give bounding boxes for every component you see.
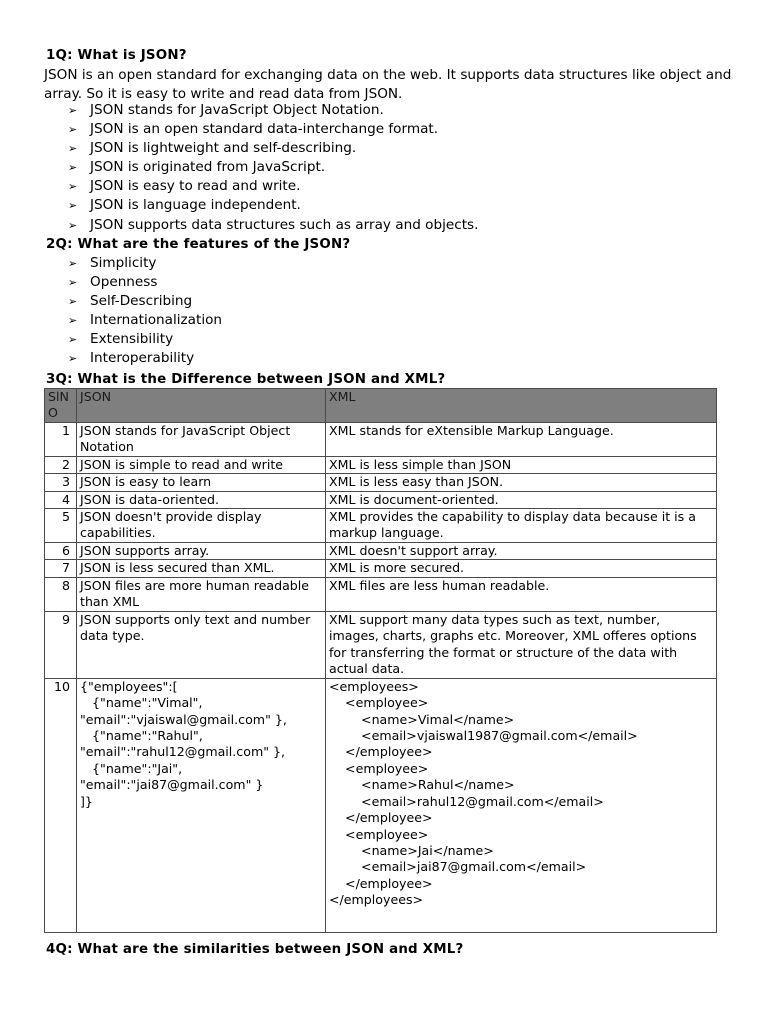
question-1-heading: 1Q: What is JSON? — [46, 48, 187, 63]
question-3-heading: 3Q: What is the Difference between JSON and XML? — [46, 372, 446, 387]
xml-cell: XML is less simple than JSON — [326, 456, 717, 473]
xml-cell: XML provides the capability to display data because it is a markup language. — [326, 509, 717, 543]
table-row — [45, 611, 717, 678]
json-cell: JSON is data-oriented. — [77, 491, 326, 508]
arrow-bullet-icon: ➢ — [68, 199, 78, 213]
list-item-text: JSON is originated from JavaScript. — [90, 159, 326, 176]
list-item — [68, 254, 222, 273]
arrow-bullet-icon: ➢ — [68, 314, 78, 328]
list-item-text: Simplicity — [90, 255, 157, 271]
table-row — [45, 543, 717, 560]
comparison-table — [44, 388, 717, 933]
header-xml: XML — [326, 389, 717, 423]
arrow-bullet-icon: ➢ — [68, 276, 78, 290]
list-item-text: Internationalization — [90, 312, 223, 329]
list-item-text: JSON is language independent. — [90, 197, 301, 214]
table-row — [45, 678, 717, 932]
xml-cell: XML support many data types such as text, number, images, charts, graphs etc. Moreover, XML offeres options for transferring the format or structure of the data with actual data. — [326, 611, 717, 678]
list-item-text: Extensibility — [90, 331, 174, 348]
question-2-bullet-list — [68, 254, 222, 369]
json-cell: JSON supports array. — [77, 543, 326, 560]
list-item — [68, 292, 222, 311]
list-item-text: Openness — [90, 274, 158, 291]
list-item-text: Interoperability — [90, 350, 195, 367]
xml-cell: XML is less easy than JSON. — [326, 474, 717, 491]
table-row — [45, 422, 717, 456]
table-header-row — [45, 389, 717, 423]
arrow-bullet-icon: ➢ — [68, 123, 78, 137]
list-item — [68, 349, 222, 368]
list-item-text: JSON supports data structures such as array and objects. — [90, 216, 479, 233]
xml-cell: XML files are less human readable. — [326, 577, 717, 611]
list-item — [68, 177, 478, 196]
serial-number-cell: 2 — [45, 456, 77, 473]
list-item-text: Self-Describing — [90, 293, 193, 310]
list-item — [68, 273, 222, 292]
table-row — [45, 577, 717, 611]
json-cell: JSON is simple to read and write — [77, 456, 326, 473]
list-item — [68, 311, 222, 330]
arrow-bullet-icon: ➢ — [68, 295, 78, 309]
question-1-bullet-list — [68, 101, 478, 235]
list-item — [68, 158, 478, 177]
list-item — [68, 216, 478, 235]
serial-number-cell: 8 — [45, 577, 77, 611]
list-item — [68, 330, 222, 349]
serial-number-cell: 3 — [45, 474, 77, 491]
arrow-bullet-icon: ➢ — [68, 180, 78, 194]
serial-number-cell: 4 — [45, 491, 77, 508]
arrow-bullet-icon: ➢ — [68, 104, 78, 117]
serial-number-cell: 9 — [45, 611, 77, 678]
serial-number-cell: 6 — [45, 543, 77, 560]
arrow-bullet-icon: ➢ — [68, 333, 78, 347]
question-2-heading: 2Q: What are the features of the JSON? — [46, 237, 351, 252]
json-cell: JSON is easy to learn — [77, 474, 326, 491]
table-row — [45, 560, 717, 577]
list-item-text: JSON is lightweight and self-describing. — [90, 140, 357, 157]
json-cell: JSON supports only text and number data type. — [77, 611, 326, 678]
header-serial-number: SlN O — [45, 389, 77, 423]
list-item-text: JSON stands for JavaScript Object Notation. — [90, 102, 384, 118]
json-cell: JSON doesn't provide display capabilities. — [77, 509, 326, 543]
arrow-bullet-icon: ➢ — [68, 352, 78, 366]
question-1-paragraph: JSON is an open standard for exchanging data on the web. It supports data structures like object and array. So it is easy to write and read data from JSON. — [44, 67, 732, 102]
arrow-bullet-icon: ➢ — [68, 142, 78, 156]
json-cell: JSON is less secured than XML. — [77, 560, 326, 577]
arrow-bullet-icon: ➢ — [68, 257, 78, 270]
header-json: JSON — [77, 389, 326, 423]
arrow-bullet-icon: ➢ — [68, 161, 78, 175]
table-row — [45, 474, 717, 491]
table-row — [45, 509, 717, 543]
xml-cell: XML stands for eXtensible Markup Language. — [326, 422, 717, 456]
question-4-heading: 4Q: What are the similarities between JSON and XML? — [46, 942, 464, 957]
list-item — [68, 101, 478, 120]
list-item — [68, 139, 478, 158]
xml-cell: <employees> <employee> <name>Vimal</name> <email>vjaiswal1987@gmail.com</email> </employee> <employee> <name>Rahul</name> <email>rahul12@gmail.com</email> </employee> <employee> <name>Jai</name> <email>jai87@gmail.com</email> </employee> </employees> — [326, 678, 717, 932]
list-item-text: JSON is easy to read and write. — [90, 178, 301, 195]
json-cell: {"employees":[ {"name":"Vimal", "email":"vjaiswal@gmail.com" }, {"name":"Rahul", "email":"rahul12@gmail.com" }, {"name":"Jai", "email":"jai87@gmail.com" } ]} — [77, 678, 326, 932]
serial-number-cell: 5 — [45, 509, 77, 543]
list-item-text: JSON is an open standard data-interchange format. — [90, 121, 439, 138]
json-cell: JSON files are more human readable than XML — [77, 577, 326, 611]
serial-number-cell: 1 — [45, 422, 77, 456]
table-row — [45, 491, 717, 508]
xml-cell: XML is document-oriented. — [326, 491, 717, 508]
arrow-bullet-icon: ➢ — [68, 218, 78, 232]
xml-cell: XML is more secured. — [326, 560, 717, 577]
serial-number-cell: 10 — [45, 678, 77, 932]
list-item — [68, 196, 478, 215]
list-item — [68, 120, 478, 139]
serial-number-cell: 7 — [45, 560, 77, 577]
table-row — [45, 456, 717, 473]
json-cell: JSON stands for JavaScript Object Notation — [77, 422, 326, 456]
xml-cell: XML doesn't support array. — [326, 543, 717, 560]
